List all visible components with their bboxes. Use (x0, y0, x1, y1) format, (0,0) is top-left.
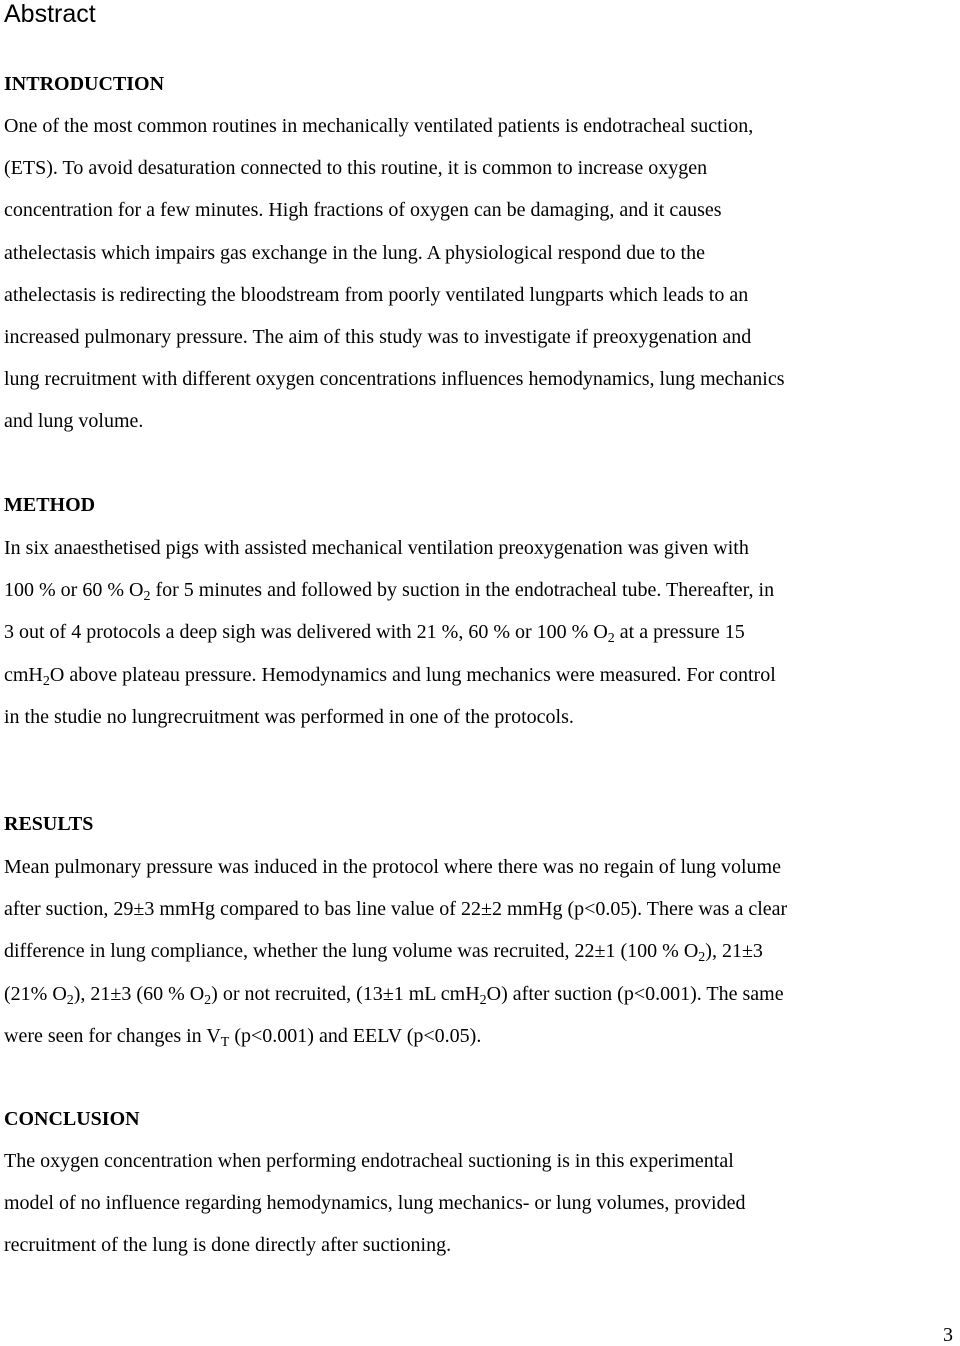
line-text: at a pressure 15 (614, 621, 745, 643)
line-text: lung recruitment with different oxygen concentrations influences hemodynamics, lung mechanics (4, 368, 785, 390)
line-text: (ETS). To avoid desaturation connected to this routine, it is common to increase oxygen (4, 157, 708, 179)
line-text: and lung volume. (4, 410, 144, 432)
line-text: difference in lung compliance, whether the lung volume was recruited, 22±1 (100 % O (4, 940, 699, 962)
line-text: cmH (4, 664, 43, 686)
subscript-text: 2 (143, 589, 151, 604)
paragraph-line (4, 1149, 734, 1173)
section-heading-method: METHOD (4, 494, 96, 516)
line-text: The oxygen concentration when performing endotracheal suctioning is in this experimental (4, 1150, 734, 1172)
line-text: recruitment of the lung is done directly after suctioning. (4, 1234, 452, 1256)
paragraph-line (4, 198, 722, 222)
subscript-text: 2 (66, 993, 74, 1008)
section-heading-conclusion: CONCLUSION (4, 1108, 140, 1130)
line-text: model of no influence regarding hemodynamics, lung mechanics- or lung volumes, provided (4, 1192, 746, 1214)
line-text: O) after suction (p<0.001). The same (486, 983, 784, 1005)
paragraph-line (4, 1191, 745, 1215)
paragraph-line (4, 663, 776, 687)
line-text: Mean pulmonary pressure was induced in the protocol where there was no regain of lung volume (4, 856, 781, 878)
paragraph-line (4, 982, 784, 1006)
paragraph-line (4, 1024, 481, 1048)
paragraph-line (4, 1233, 451, 1257)
line-text: 100 % or 60 % O (4, 579, 144, 601)
paragraph-line (4, 325, 751, 349)
paragraph-line (4, 367, 785, 391)
subscript-text: 2 (204, 993, 212, 1008)
paragraph-line (4, 536, 749, 560)
paragraph-line (4, 620, 745, 644)
line-text: ), 21±3 (705, 940, 763, 962)
paragraph-line (4, 939, 763, 963)
line-text: after suction, 29±3 mmHg compared to bas line value of 22±2 mmHg (p<0.05). There was a clear (4, 898, 788, 920)
section-heading-results: RESULTS (4, 813, 94, 835)
paragraph-line (4, 241, 705, 265)
subscript-text: 2 (607, 631, 615, 646)
line-text: for 5 minutes and followed by suction in the endotracheal tube. Thereafter, in (150, 579, 775, 601)
paragraph-line (4, 114, 753, 138)
paragraph-line (4, 283, 748, 307)
paragraph-line (4, 705, 574, 729)
line-text: ) or not recruited, (13±1 mL cmH (211, 983, 480, 1005)
line-text: (p<0.001) and EELV (p<0.05). (229, 1025, 482, 1047)
paragraph-line (4, 855, 781, 879)
paragraph-line (4, 156, 707, 180)
line-text: One of the most common routines in mechanically ventilated patients is endotracheal suction, (4, 115, 754, 137)
line-text: athelectasis which impairs gas exchange in the lung. A physiological respond due to the (4, 242, 705, 264)
section-heading-introduction: INTRODUCTION (4, 73, 165, 95)
line-text: ), 21±3 (60 % O (73, 983, 205, 1005)
subscript-text: 2 (42, 674, 50, 689)
line-text: 3 out of 4 protocols a deep sigh was delivered with 21 %, 60 % or 100 % O (4, 621, 608, 643)
line-text: concentration for a few minutes. High fractions of oxygen can be damaging, and it causes (4, 199, 722, 221)
subscript-text: 2 (479, 993, 487, 1008)
paragraph-line (4, 897, 787, 921)
line-text: O above plateau pressure. Hemodynamics and lung mechanics were measured. For control (49, 664, 776, 686)
line-text: increased pulmonary pressure. The aim of this study was to investigate if preoxygenation and (4, 326, 752, 348)
paragraph-line (4, 409, 143, 433)
subscript-text: 2 (698, 950, 706, 965)
paragraph-line (4, 578, 774, 602)
subscript-text: T (220, 1035, 230, 1050)
line-text: were seen for changes in V (4, 1025, 221, 1047)
line-text: In six anaesthetised pigs with assisted mechanical ventilation preoxygenation was given with (4, 537, 749, 559)
line-text: (21% O (4, 983, 67, 1005)
document-title: Abstract (4, 0, 96, 28)
line-text: in the studie no lungrecruitment was performed in one of the protocols. (4, 706, 574, 728)
page-number: 3 (943, 1324, 953, 1346)
line-text: athelectasis is redirecting the bloodstream from poorly ventilated lungparts which leads to an (4, 284, 749, 306)
